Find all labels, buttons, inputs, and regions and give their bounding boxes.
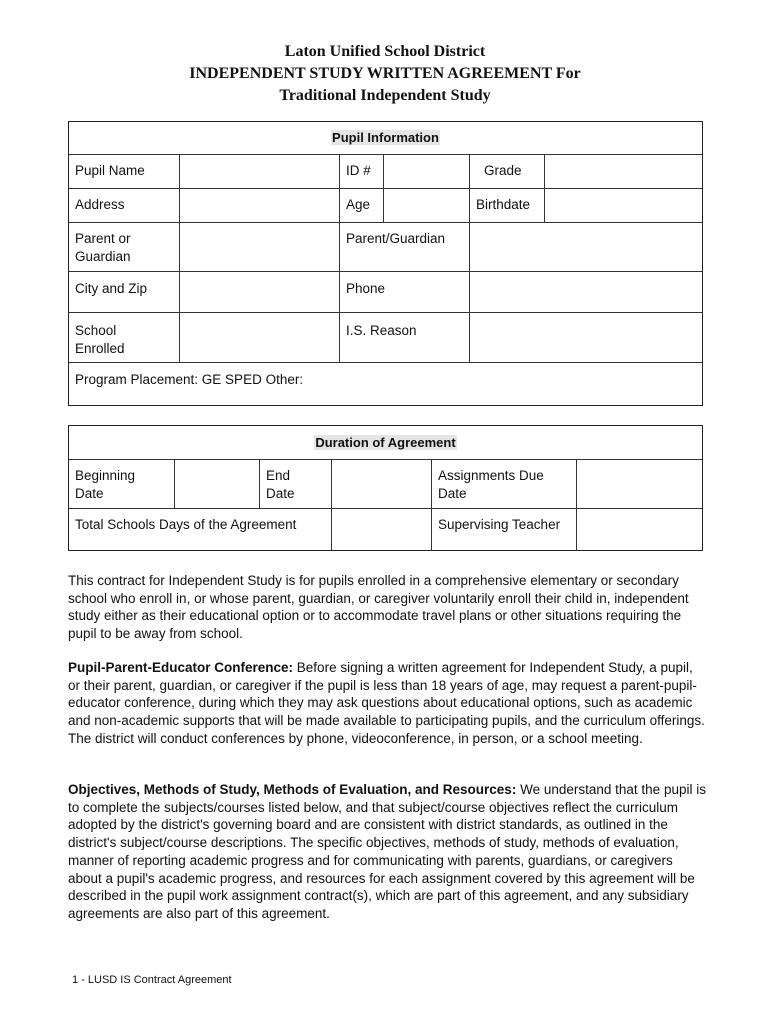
page-footer: 1 - LUSD IS Contract Agreement xyxy=(72,974,232,986)
objectives-text: We understand that the pupil is to complete the subjects/courses listed below, and that subject/course objectives reflect the curriculum adopted by the district's governing board and are consistent with district standards, as outlined in the district's subject/course descriptions. The specific objectives, methods of study, methods of evaluation, manner of reporting academic progress and for communicating with parents, guardians, or caregivers about a pupil's academic progress, and resources for each assignment covered by this agreement will be described in the pupil work assignment contract(s), which are part of this agreement, and any subsidiary agreements are also part of this agreement. xyxy=(68,782,706,921)
agreement-subtitle: Traditional Independent Study xyxy=(279,87,491,104)
id-label: ID # xyxy=(346,163,371,178)
parent-guardian-right-label: Parent/Guardian xyxy=(346,231,446,246)
city-zip-label: City and Zip xyxy=(75,281,148,296)
assignments-due-label: Assignments Due Date xyxy=(438,468,544,501)
agreement-title: INDEPENDENT STUDY WRITTEN AGREEMENT For xyxy=(189,65,581,82)
total-days-label: Total Schools Days of the Agreement xyxy=(75,517,297,532)
supervising-teacher-label: Supervising Teacher xyxy=(438,517,561,532)
school-enrolled-label: School Enrolled xyxy=(75,323,125,356)
address-label: Address xyxy=(75,197,125,212)
end-date-label: End Date xyxy=(266,468,295,501)
phone-label: Phone xyxy=(346,281,386,296)
duration-table xyxy=(68,425,703,551)
duration-header: Duration of Agreement xyxy=(315,435,456,450)
pupil-name-label: Pupil Name xyxy=(75,163,145,178)
conference-paragraph xyxy=(68,659,708,748)
conference-heading: Pupil-Parent-Educator Conference: xyxy=(68,660,294,675)
program-placement-label: Program Placement: GE SPED Other: xyxy=(75,372,304,387)
grade-label: Grade xyxy=(484,163,522,178)
beginning-date-label: Beginning Date xyxy=(75,468,136,501)
pupil-information-header: Pupil Information xyxy=(332,130,439,145)
pupil-information-table xyxy=(68,121,703,406)
intro-paragraph: This contract for Independent Study is for pupils enrolled in a comprehensive elementary or secondary school who enroll in, or whose parent, guardian, or caregiver voluntarily enroll their child in, independent study either as their educational option or to accommodate travel plans or other situations requiring the pupil to be away from school. xyxy=(68,573,689,642)
conference-text: Before signing a written agreement for Independent Study, a pupil, or their parent, guardian, or caregiver if the pupil is less than 18 years of age, may request a parent-pupil-educator conference, during which they may ask questions about educational options, such as academic and non-academic supports that will be made available to participating pupils, and the curriculum offerings. The district will conduct conferences by phone, videoconference, in person, or a school meeting. xyxy=(68,660,705,746)
parent-guardian-label: Parent or Guardian xyxy=(75,231,131,264)
objectives-heading: Objectives, Methods of Study, Methods of Evaluation, and Resources: xyxy=(68,782,517,797)
is-reason-label: I.S. Reason xyxy=(346,323,417,338)
birthdate-label: Birthdate xyxy=(476,197,531,212)
district-title: Laton Unified School District xyxy=(284,43,486,60)
age-label: Age xyxy=(346,197,371,212)
objectives-paragraph xyxy=(68,781,708,923)
